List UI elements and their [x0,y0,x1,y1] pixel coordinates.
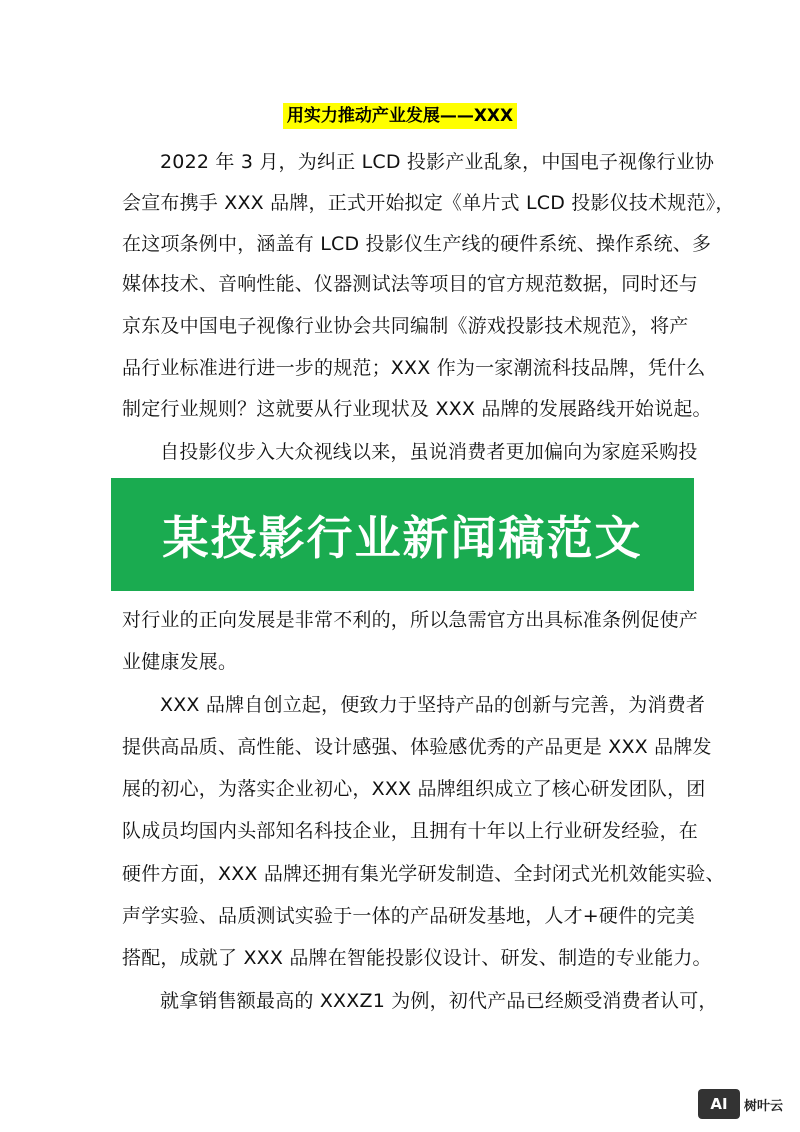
watermark-logo [698,1087,793,1121]
paragraph-line: 硬件方面，XXX 品牌还拥有集光学研发制造、全封闭式光机效能实验、 [122,863,725,885]
paragraph-line: 业健康发展。 [122,651,238,673]
paragraph-line: 京东及中国电子视像行业协会共同编制《游戏投影技术规范》，将产 [122,315,689,337]
paragraph-line: 展的初心，为落实企业初心，XXX 品牌组织成立了核心研发团队，团 [122,778,706,800]
document-title: 用实力推动产业发展——XXX [283,103,517,129]
paragraph-line: 制定行业规则？这就要从行业现状及 XXX 品牌的发展路线开始说起。 [122,398,712,420]
ai-logo-icon: AI [698,1089,740,1119]
paragraph-line: 在这项条例中，涵盖有 LCD 投影仪生产线的硬件系统、操作系统、多 [122,233,712,255]
banner-title: 某投影行业新闻稿范文 [162,510,643,565]
paragraph-line: 媒体技术、音响性能、仪器测试法等项目的官方规范数据，同时还与 [122,273,699,295]
paragraph-line: 搭配，成就了 XXX 品牌在智能投影仪设计、研发、制造的专业能力。 [122,947,712,969]
title-banner [111,478,694,591]
paragraph-line: 品行业标准进行进一步的规范；XXX 作为一家潮流科技品牌，凭什么 [122,357,706,379]
watermark-text: 树叶云 [744,1098,784,1114]
paragraph-line: XXX 品牌自创立起，便致力于坚持产品的创新与完善，为消费者 [160,694,706,716]
paragraph-line: 声学实验、品质测试实验于一体的产品研发基地，人才+硬件的完美 [122,905,695,927]
paragraph-line: 对行业的正向发展是非常不利的，所以急需官方出具标准条例促使产 [122,609,699,631]
paragraph-line: 2022 年 3 月，为纠正 LCD 投影产业乱象，中国电子视像行业协 [160,151,715,173]
paragraph-line: 就拿销售额最高的 XXXZ1 为例，初代产品已经颇受消费者认可， [160,990,718,1012]
title-wrap [0,103,800,129]
paragraph-line: 会宣布携手 XXX 品牌，正式开始拟定《单片式 LCD 投影仪技术规范》， [122,192,735,214]
paragraph-line: 自投影仪步入大众视线以来，虽说消费者更加偏向为家庭采购投 [160,441,698,463]
paragraph-line: 提供高品质、高性能、设计感强、体验感优秀的产品更是 XXX 品牌发 [122,736,712,758]
paragraph-line: 队成员均国内头部知名科技企业，且拥有十年以上行业研发经验，在 [122,820,699,842]
